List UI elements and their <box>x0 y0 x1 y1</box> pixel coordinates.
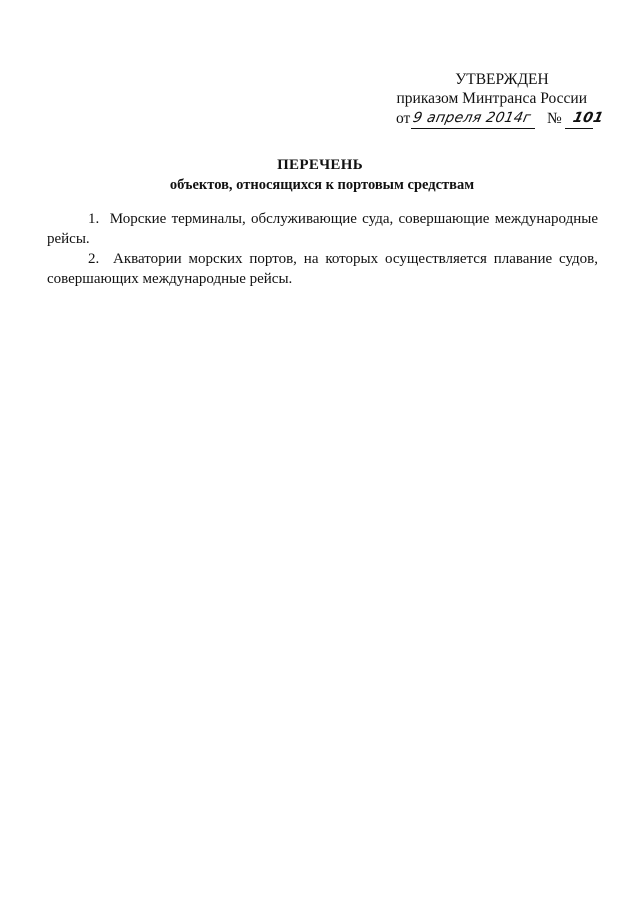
approval-stamp <box>395 70 605 131</box>
handwritten-number: 101 <box>571 110 605 126</box>
list-item-text: Морские терминалы, обслуживающие суда, совершающие международные рейсы. <box>47 211 598 247</box>
approval-date-line <box>395 109 605 131</box>
list-item-number: 2. <box>88 251 100 267</box>
list-item-number: 1. <box>88 211 100 227</box>
date-underline <box>411 128 535 129</box>
objects-list <box>47 210 598 290</box>
approval-word: УТВЕРЖДЕН <box>455 71 549 88</box>
title-main: ПЕРЕЧЕНЬ <box>277 157 363 173</box>
title-subtitle: объектов, относящихся к портовым средствам <box>169 177 475 193</box>
number-prefix: № <box>547 110 562 127</box>
date-prefix: от <box>396 110 411 127</box>
approval-order-line: приказом Минтранса России <box>396 90 587 107</box>
list-item <box>47 250 598 289</box>
document-title <box>0 155 640 195</box>
list-item-text: Акватории морских портов, на которых осуществляется плавание судов, совершающих международные рейсы. <box>47 251 598 287</box>
handwritten-date: 9 апреля 2014г <box>411 110 533 126</box>
list-item <box>47 210 598 249</box>
number-underline <box>565 128 593 129</box>
